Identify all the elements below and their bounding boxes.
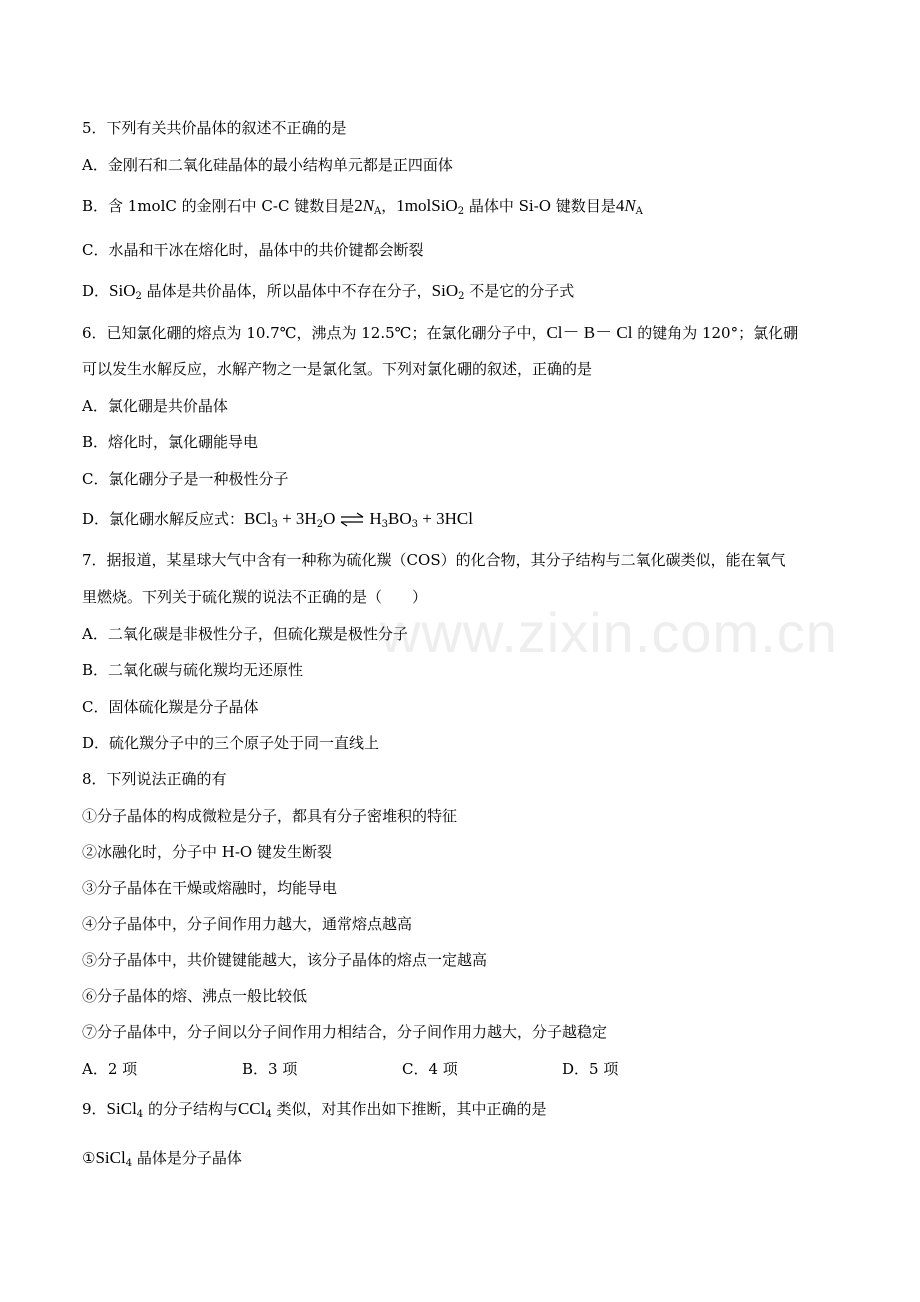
q5-option-d: D．SiO$_2$ 晶体是共价晶体，所以晶体中不存在分子，SiO$_2$ 不是它的分子式 [82, 281, 575, 302]
q6-option-b: B．熔化时，氯化硼能导电 [82, 433, 259, 451]
q8-option-b: B．3 项 [242, 1060, 298, 1078]
q8-item-7: ⑦分子晶体中，分子间以分子间作用力相结合，分子间作用力越大，分子越稳定 [82, 1023, 608, 1041]
q8-item-2: ②冰融化时，分子中 H-O 键发生断裂 [82, 843, 332, 861]
q6-stem-line2: 可以发生水解反应，水解产物之一是氯化氢。下列对氯化硼的叙述，正确的是 [82, 360, 593, 378]
q9-item-1: ①SiCl$_4$ 晶体是分子晶体 [82, 1148, 242, 1169]
q8-item-5: ⑤分子晶体中，共价键键能越大，该分子晶体的熔点一定越高 [82, 951, 488, 969]
q6-option-d: D．氯化硼水解反应式：$BCl_3 + 3H_2O$ $H_3BO_3 + 3HCl$ [82, 509, 473, 530]
q8-item-4: ④分子晶体中，分子间作用力越大，通常熔点越高 [82, 915, 413, 933]
q7-option-a: A．二氧化碳是非极性分子，但硫化羰是极性分子 [82, 625, 408, 643]
q5-stem: 5．下列有关共价晶体的叙述不正确的是 [82, 119, 347, 137]
q6-option-c: C．氯化硼分子是一种极性分子 [82, 470, 289, 488]
q8-option-c: C．4 项 [402, 1060, 458, 1078]
q6-option-a: A．氯化硼是共价晶体 [82, 397, 228, 415]
q8-option-a: A．2 项 [82, 1060, 138, 1078]
q7-stem-line1: 7．据报道，某星球大气中含有一种称为硫化羰（COS）的化合物，其分子结构与二氧化碳类似，能在氧气 [82, 551, 786, 569]
q8-item-6: ⑥分子晶体的熔、沸点一般比较低 [82, 987, 308, 1005]
q7-stem-line2: 里燃烧。下列关于硫化羰的说法不正确的是（ ） [82, 588, 428, 606]
q8-option-d: D．5 项 [562, 1060, 619, 1078]
q7-option-d: D．硫化羰分子中的三个原子处于同一直线上 [82, 734, 380, 752]
q9-stem: 9．SiCl$_4$ 的分子结构与CCl$_4$ 类似，对其作出如下推断，其中正确的是 [82, 1099, 547, 1120]
q5-option-c: C．水晶和干冰在熔化时，晶体中的共价键都会断裂 [82, 241, 424, 259]
q8-options [82, 1059, 722, 1079]
watermark: www.zixin.com.cn [380, 601, 838, 664]
q5-option-b: B．含 1molC 的金刚石中 C-C 键数目是$2N_A$，1molSiO$_2$ 晶体中 Si-O 键数目是$4N_A$ [82, 196, 643, 217]
q5-option-a: A．金刚石和二氧化硅晶体的最小结构单元都是正四面体 [82, 156, 453, 174]
q7-option-c: C．固体硫化羰是分子晶体 [82, 698, 259, 716]
q7-option-b: B．二氧化碳与硫化羰均无还原性 [82, 661, 304, 679]
q8-item-3: ③分子晶体在干燥或熔融时，均能导电 [82, 879, 338, 897]
q8-stem: 8．下列说法正确的有 [82, 770, 227, 788]
q6-stem-line1: 6．已知氯化硼的熔点为 10.7℃，沸点为 12.5℃；在氯化硼分子中，Cl－ B－ Cl 的键角为 120°；氯化硼 [82, 323, 799, 342]
q8-item-1: ①分子晶体的构成微粒是分子，都具有分子密堆积的特征 [82, 807, 458, 825]
reversible-arrow-icon [339, 510, 365, 528]
